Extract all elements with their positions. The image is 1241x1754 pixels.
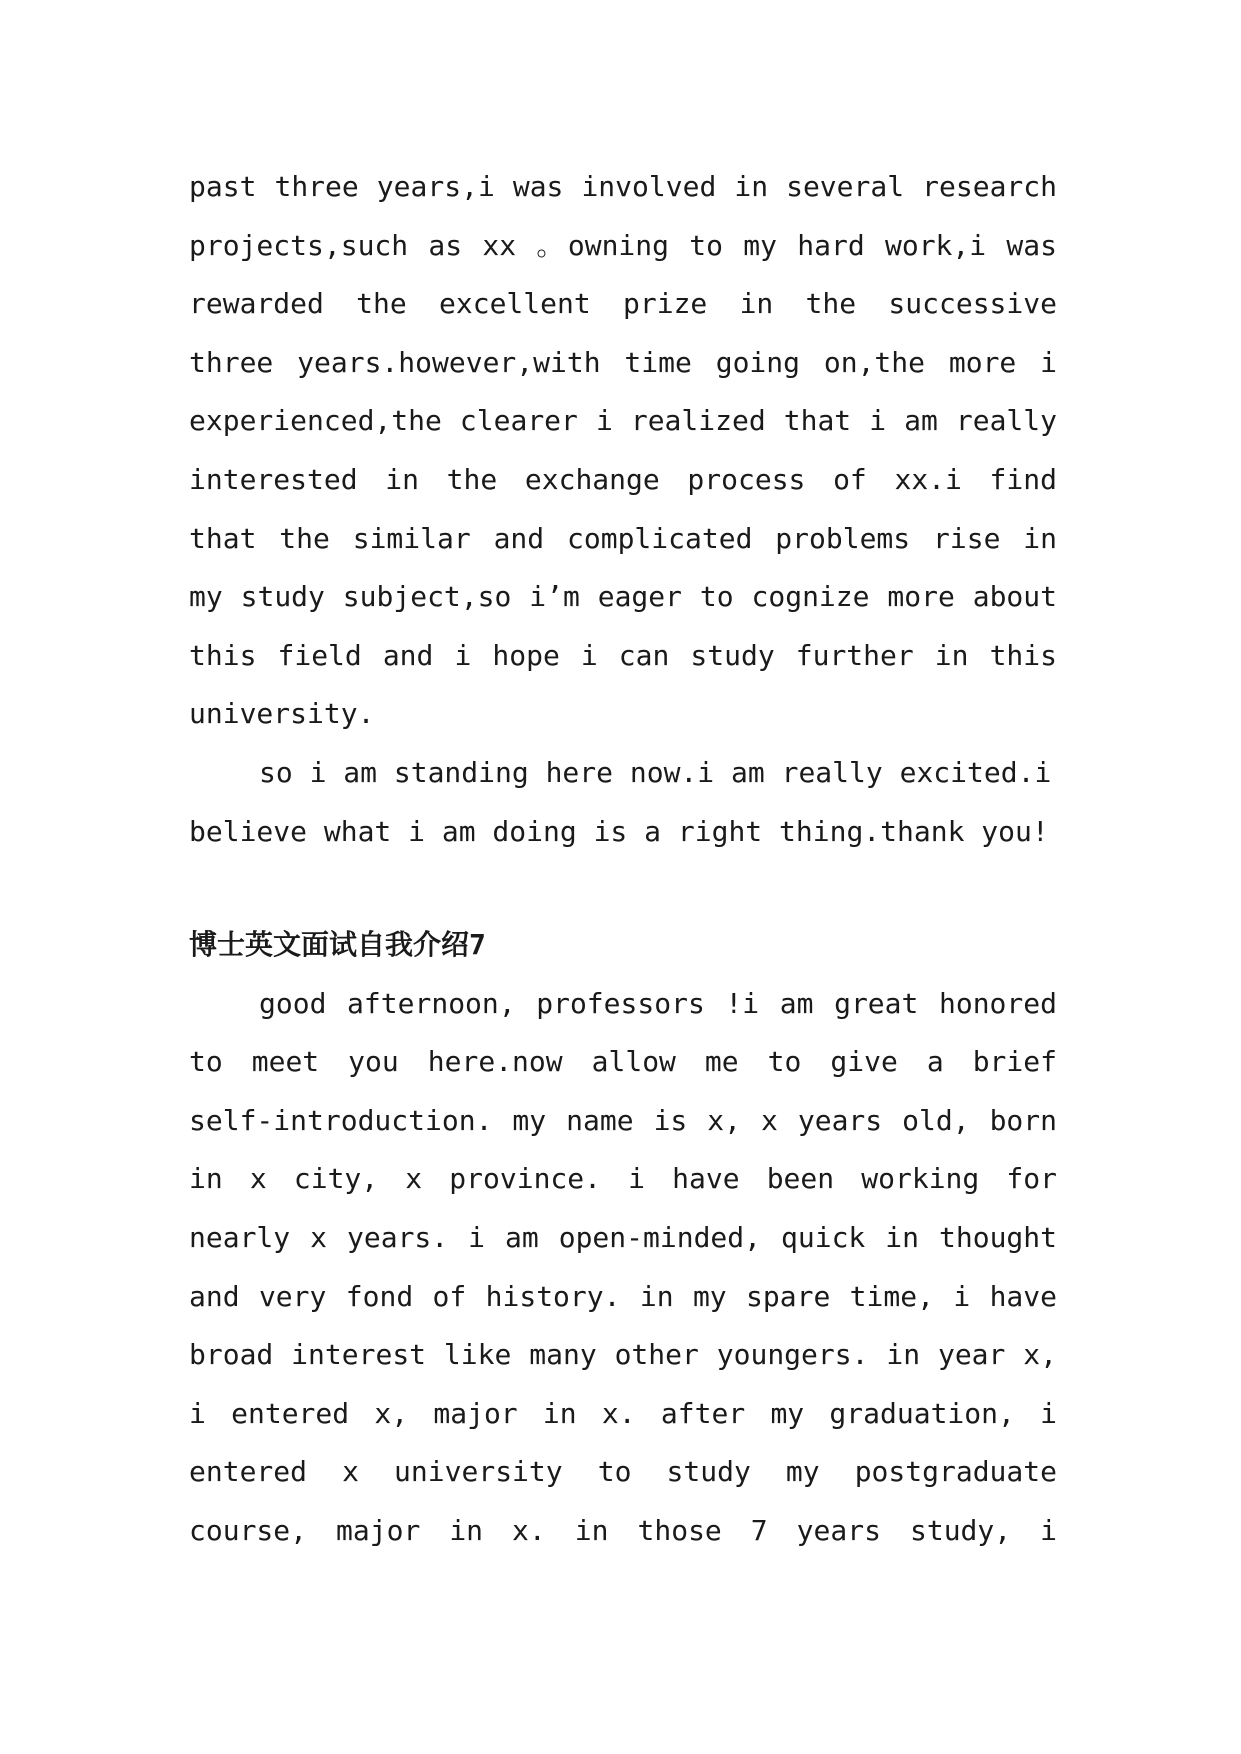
section-intro-7: [189, 916, 1057, 1561]
text-line: so i am standing here now.i am really excited.i: [259, 755, 1052, 789]
text-line: course, major in x. in those 7 years study, i: [189, 1513, 1057, 1547]
text-line: university.: [189, 697, 375, 731]
text-line: self-introduction. my name is x, x years old, born: [189, 1103, 1057, 1137]
text-line: entered x university to study my postgraduate: [189, 1455, 1057, 1489]
text-line: believe what i am doing is a right thing.thank you!: [189, 814, 1049, 848]
text-line: nearly x years. i am open-minded, quick in thought: [189, 1220, 1057, 1254]
section-previous-intro-ending: [189, 158, 1057, 861]
text-line: experienced,the clearer i realized that i am really: [189, 404, 1057, 438]
section-heading: 博士英文面试自我介绍7: [189, 928, 486, 961]
text-line: rewarded the excellent prize in the successive: [189, 287, 1057, 321]
text-line: my study subject,so i’m eager to cognize more about: [189, 580, 1057, 614]
text-line: past three years,i was involved in several research: [189, 170, 1057, 203]
text-line: good afternoon, professors !i am great honored: [259, 986, 1057, 1020]
text-line: this field and i hope i can study further in this: [189, 638, 1057, 672]
text-line: interested in the exchange process of xx.i find: [189, 462, 1057, 496]
text-line: and very fond of history. in my spare time, i have: [189, 1279, 1057, 1313]
paragraph-self-introduction: [189, 975, 1057, 1561]
paragraph-research-experience: [189, 158, 1057, 744]
text-line: three years.however,with time going on,the more i: [189, 345, 1057, 379]
text-line: i entered x, major in x. after my graduation, i: [189, 1396, 1057, 1430]
text-line: that the similar and complicated problems rise in: [189, 521, 1057, 555]
text-line: broad interest like many other youngers. in year x,: [189, 1338, 1057, 1372]
text-line: to meet you here.now allow me to give a brief: [189, 1045, 1057, 1079]
paragraph-closing: [189, 744, 1057, 861]
text-line: projects,such as xx 。owning to my hard work,i was: [189, 228, 1057, 262]
text-line: in x city, x province. i have been working for: [189, 1162, 1057, 1196]
